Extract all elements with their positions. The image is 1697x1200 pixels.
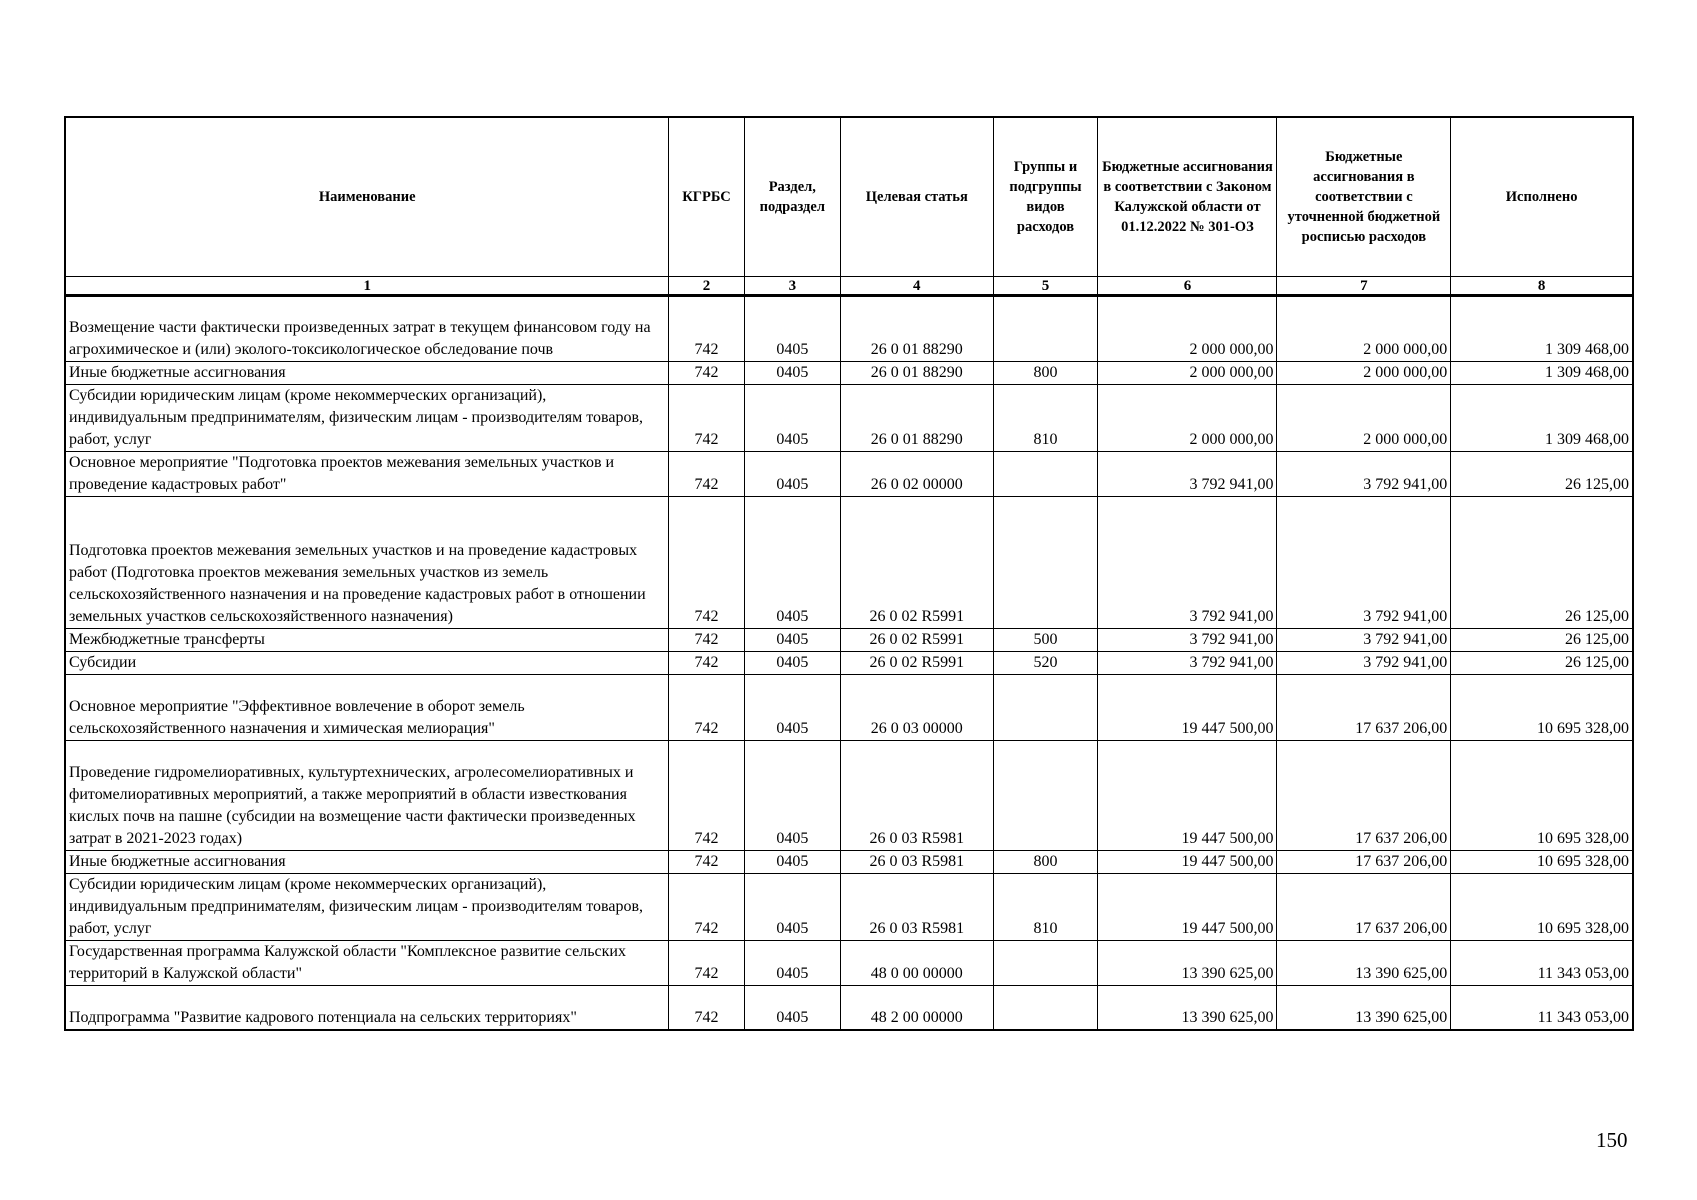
cell-expense-group	[993, 675, 1098, 741]
cell-law-allocation: 3 792 941,00	[1098, 652, 1277, 675]
cell-refined-allocation: 17 637 206,00	[1277, 851, 1451, 874]
cell-executed: 11 343 053,00	[1451, 941, 1633, 986]
column-number-row	[65, 277, 1633, 296]
column-header-3: Раздел, подраздел	[744, 117, 840, 277]
column-header-7: Бюджетные ассигнования в соответствии с уточненной бюджетной росписью расходов	[1277, 117, 1451, 277]
cell-target-article: 48 2 00 00000	[841, 986, 994, 1030]
cell-executed: 10 695 328,00	[1451, 851, 1633, 874]
cell-kgrbs: 742	[669, 986, 744, 1030]
table-row	[65, 296, 1633, 362]
cell-refined-allocation: 2 000 000,00	[1277, 385, 1451, 452]
table-row	[65, 497, 1633, 629]
cell-name: Иные бюджетные ассигнования	[65, 851, 669, 874]
cell-law-allocation: 2 000 000,00	[1098, 385, 1277, 452]
table-row	[65, 452, 1633, 497]
cell-executed: 11 343 053,00	[1451, 986, 1633, 1030]
cell-kgrbs: 742	[669, 362, 744, 385]
cell-law-allocation: 3 792 941,00	[1098, 629, 1277, 652]
cell-kgrbs: 742	[669, 741, 744, 851]
cell-target-article: 26 0 01 88290	[841, 362, 994, 385]
cell-section: 0405	[744, 851, 840, 874]
cell-executed: 10 695 328,00	[1451, 874, 1633, 941]
cell-section: 0405	[744, 452, 840, 497]
cell-name: Субсидии	[65, 652, 669, 675]
column-number-6: 6	[1098, 277, 1277, 296]
cell-expense-group: 810	[993, 385, 1098, 452]
cell-kgrbs: 742	[669, 629, 744, 652]
cell-refined-allocation: 3 792 941,00	[1277, 452, 1451, 497]
cell-kgrbs: 742	[669, 497, 744, 629]
column-header-1: Наименование	[65, 117, 669, 277]
table-row	[65, 362, 1633, 385]
cell-name: Иные бюджетные ассигнования	[65, 362, 669, 385]
column-header-4: Целевая статья	[841, 117, 994, 277]
cell-kgrbs: 742	[669, 874, 744, 941]
cell-expense-group: 500	[993, 629, 1098, 652]
column-number-7: 7	[1277, 277, 1451, 296]
cell-refined-allocation: 17 637 206,00	[1277, 675, 1451, 741]
cell-expense-group	[993, 941, 1098, 986]
cell-executed: 1 309 468,00	[1451, 385, 1633, 452]
cell-section: 0405	[744, 629, 840, 652]
cell-expense-group	[993, 741, 1098, 851]
cell-law-allocation: 3 792 941,00	[1098, 452, 1277, 497]
cell-refined-allocation: 3 792 941,00	[1277, 629, 1451, 652]
cell-kgrbs: 742	[669, 296, 744, 362]
cell-expense-group	[993, 296, 1098, 362]
cell-target-article: 26 0 02 00000	[841, 452, 994, 497]
table-row	[65, 675, 1633, 741]
column-number-4: 4	[841, 277, 994, 296]
cell-refined-allocation: 13 390 625,00	[1277, 941, 1451, 986]
cell-name: Возмещение части фактически произведенных затрат в текущем финансовом году на агрохимическое и (или) эколого-токсикологическое обследование почв	[65, 296, 669, 362]
cell-name: Основное мероприятие "Эффективное вовлечение в оборот земель сельскохозяйственного назначения и химическая мелиорация"	[65, 675, 669, 741]
cell-expense-group	[993, 497, 1098, 629]
cell-refined-allocation: 17 637 206,00	[1277, 874, 1451, 941]
cell-section: 0405	[744, 296, 840, 362]
cell-expense-group: 810	[993, 874, 1098, 941]
cell-target-article: 26 0 02 R5991	[841, 497, 994, 629]
cell-law-allocation: 2 000 000,00	[1098, 362, 1277, 385]
cell-refined-allocation: 17 637 206,00	[1277, 741, 1451, 851]
cell-kgrbs: 742	[669, 941, 744, 986]
cell-target-article: 26 0 02 R5991	[841, 652, 994, 675]
column-header-2: КГРБС	[669, 117, 744, 277]
cell-section: 0405	[744, 986, 840, 1030]
table-row	[65, 741, 1633, 851]
table-row	[65, 629, 1633, 652]
cell-name: Основное мероприятие "Подготовка проектов межевания земельных участков и проведение кадастровых работ"	[65, 452, 669, 497]
cell-law-allocation: 19 447 500,00	[1098, 851, 1277, 874]
cell-executed: 26 125,00	[1451, 629, 1633, 652]
cell-target-article: 26 0 02 R5991	[841, 629, 994, 652]
cell-law-allocation: 19 447 500,00	[1098, 675, 1277, 741]
table-row	[65, 874, 1633, 941]
cell-kgrbs: 742	[669, 675, 744, 741]
cell-name: Проведение гидромелиоративных, культуртехнических, агролесомелиоративных и фитомелиоративных мероприятий, а также мероприятий в области известкования кислых почв на пашне (субсидии на возмещение части фактически произведенных затрат в 2021-2023 годах)	[65, 741, 669, 851]
cell-law-allocation: 3 792 941,00	[1098, 497, 1277, 629]
cell-target-article: 26 0 03 R5981	[841, 874, 994, 941]
cell-name: Межбюджетные трансферты	[65, 629, 669, 652]
header-row	[65, 117, 1633, 277]
cell-kgrbs: 742	[669, 385, 744, 452]
budget-table	[64, 116, 1634, 1031]
cell-kgrbs: 742	[669, 851, 744, 874]
cell-executed: 1 309 468,00	[1451, 296, 1633, 362]
column-number-3: 3	[744, 277, 840, 296]
cell-section: 0405	[744, 741, 840, 851]
cell-name: Государственная программа Калужской области "Комплексное развитие сельских территорий в Калужской области"	[65, 941, 669, 986]
cell-law-allocation: 19 447 500,00	[1098, 741, 1277, 851]
cell-law-allocation: 13 390 625,00	[1098, 941, 1277, 986]
cell-kgrbs: 742	[669, 452, 744, 497]
cell-target-article: 48 0 00 00000	[841, 941, 994, 986]
table-row	[65, 385, 1633, 452]
cell-expense-group	[993, 452, 1098, 497]
cell-target-article: 26 0 01 88290	[841, 296, 994, 362]
cell-name: Субсидии юридическим лицам (кроме некоммерческих организаций), индивидуальным предпринимателям, физическим лицам - производителям товаров, работ, услуг	[65, 385, 669, 452]
cell-target-article: 26 0 03 R5981	[841, 741, 994, 851]
cell-section: 0405	[744, 385, 840, 452]
cell-law-allocation: 13 390 625,00	[1098, 986, 1277, 1030]
column-header-5: Группы и подгруппы видов расходов	[993, 117, 1098, 277]
cell-executed: 26 125,00	[1451, 497, 1633, 629]
table-row	[65, 851, 1633, 874]
cell-refined-allocation: 3 792 941,00	[1277, 497, 1451, 629]
cell-section: 0405	[744, 941, 840, 986]
cell-name: Подготовка проектов межевания земельных участков и на проведение кадастровых работ (Подготовка проектов межевания земельных участков из земель сельскохозяйственного назначения и на проведение кадастровых работ в отношении земельных участков сельскохозяйственного назначения)	[65, 497, 669, 629]
column-number-1: 1	[65, 277, 669, 296]
column-header-6: Бюджетные ассигнования в соответствии с Законом Калужской области от 01.12.2022 № 301-ОЗ	[1098, 117, 1277, 277]
cell-executed: 26 125,00	[1451, 452, 1633, 497]
cell-target-article: 26 0 03 R5981	[841, 851, 994, 874]
page-number: 150	[1596, 1128, 1628, 1152]
budget-table-sheet	[64, 116, 1634, 1031]
cell-expense-group: 520	[993, 652, 1098, 675]
cell-section: 0405	[744, 362, 840, 385]
cell-executed: 26 125,00	[1451, 652, 1633, 675]
table-body	[65, 296, 1633, 1030]
table-row	[65, 986, 1633, 1030]
cell-executed: 1 309 468,00	[1451, 362, 1633, 385]
cell-target-article: 26 0 03 00000	[841, 675, 994, 741]
cell-name: Субсидии юридическим лицам (кроме некоммерческих организаций), индивидуальным предпринимателям, физическим лицам - производителям товаров, работ, услуг	[65, 874, 669, 941]
column-number-5: 5	[993, 277, 1098, 296]
table-row	[65, 652, 1633, 675]
cell-section: 0405	[744, 652, 840, 675]
cell-refined-allocation: 13 390 625,00	[1277, 986, 1451, 1030]
cell-target-article: 26 0 01 88290	[841, 385, 994, 452]
cell-law-allocation: 19 447 500,00	[1098, 874, 1277, 941]
column-number-2: 2	[669, 277, 744, 296]
cell-law-allocation: 2 000 000,00	[1098, 296, 1277, 362]
cell-section: 0405	[744, 874, 840, 941]
cell-executed: 10 695 328,00	[1451, 741, 1633, 851]
cell-section: 0405	[744, 675, 840, 741]
column-number-8: 8	[1451, 277, 1633, 296]
cell-section: 0405	[744, 497, 840, 629]
column-header-8: Исполнено	[1451, 117, 1633, 277]
cell-expense-group	[993, 986, 1098, 1030]
cell-name: Подпрограмма "Развитие кадрового потенциала на сельских территориях"	[65, 986, 669, 1030]
cell-refined-allocation: 2 000 000,00	[1277, 362, 1451, 385]
cell-refined-allocation: 3 792 941,00	[1277, 652, 1451, 675]
cell-refined-allocation: 2 000 000,00	[1277, 296, 1451, 362]
cell-expense-group: 800	[993, 851, 1098, 874]
table-row	[65, 941, 1633, 986]
cell-expense-group: 800	[993, 362, 1098, 385]
cell-executed: 10 695 328,00	[1451, 675, 1633, 741]
cell-kgrbs: 742	[669, 652, 744, 675]
